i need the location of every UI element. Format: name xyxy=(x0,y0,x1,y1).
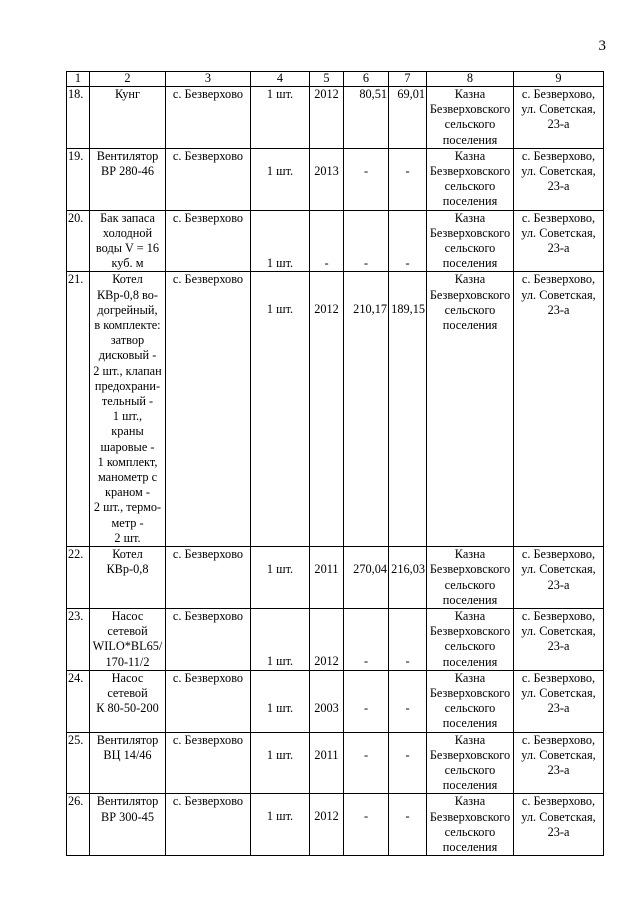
column-header-row xyxy=(67,72,604,87)
item-address: с. Безверхово, ул. Советская, 23-а xyxy=(514,794,604,856)
table-row xyxy=(67,547,604,609)
item-value-1: - xyxy=(344,148,389,210)
item-owner: Казна Безверховского сельского поселения xyxy=(427,608,514,670)
item-address: с. Безверхово, ул. Советская, 23-а xyxy=(514,547,604,609)
item-value-2: - xyxy=(389,670,427,732)
item-quantity: 1 шт. xyxy=(251,148,310,210)
item-value-1: - xyxy=(344,794,389,856)
item-value-2: - xyxy=(389,732,427,794)
item-quantity: 1 шт. xyxy=(251,272,310,547)
item-value-1: - xyxy=(344,210,389,272)
row-number: 24. xyxy=(67,670,90,732)
item-value-2: - xyxy=(389,148,427,210)
item-year: 2012 xyxy=(310,794,344,856)
item-address: с. Безверхово, ул. Советская, 23-а xyxy=(514,732,604,794)
item-value-1: 270,04 xyxy=(344,547,389,609)
column-header: 1 xyxy=(67,72,90,87)
table-row xyxy=(67,732,604,794)
item-location: с. Безверхово xyxy=(166,272,251,547)
item-location: с. Безверхово xyxy=(166,794,251,856)
item-address: с. Безверхово, ул. Советская, 23-а xyxy=(514,87,604,149)
item-quantity: 1 шт. xyxy=(251,608,310,670)
item-location: с. Безверхово xyxy=(166,732,251,794)
item-name: Котел КВр-0,8 во- догрейный, в комплекте: затвор дисковый - 2 шт., клапан предохрани- тельный - 1 шт., краны шаровые - 1 комплект, манометр с краном - 2 шт., термо- метр - 2 шт. xyxy=(90,272,166,547)
item-value-2: - xyxy=(389,210,427,272)
item-name: Насос сетевой К 80-50-200 xyxy=(90,670,166,732)
table-row xyxy=(67,87,604,149)
item-name: Вентилятор ВЦ 14/46 xyxy=(90,732,166,794)
page-number: 3 xyxy=(598,38,606,54)
item-name: Вентилятор ВР 300-45 xyxy=(90,794,166,856)
row-number: 26. xyxy=(67,794,90,856)
table-row xyxy=(67,272,604,547)
item-quantity: 1 шт. xyxy=(251,87,310,149)
item-owner: Казна Безверховского сельского поселения xyxy=(427,794,514,856)
column-header: 6 xyxy=(344,72,389,87)
item-address: с. Безверхово, ул. Советская, 23-а xyxy=(514,272,604,547)
item-year: 2003 xyxy=(310,670,344,732)
item-value-2: 189,15 xyxy=(389,272,427,547)
column-header: 3 xyxy=(166,72,251,87)
column-header: 9 xyxy=(514,72,604,87)
item-value-2: 216,03 xyxy=(389,547,427,609)
item-year: - xyxy=(310,210,344,272)
item-year: 2013 xyxy=(310,148,344,210)
item-name: Бак запаса холодной воды V = 16 куб. м xyxy=(90,210,166,272)
item-name: Котел КВр-0,8 xyxy=(90,547,166,609)
item-year: 2012 xyxy=(310,87,344,149)
item-quantity: 1 шт. xyxy=(251,547,310,609)
row-number: 18. xyxy=(67,87,90,149)
item-quantity: 1 шт. xyxy=(251,732,310,794)
item-value-1: 210,17 xyxy=(344,272,389,547)
item-location: с. Безверхово xyxy=(166,210,251,272)
item-year: 2012 xyxy=(310,272,344,547)
row-number: 25. xyxy=(67,732,90,794)
item-quantity: 1 шт. xyxy=(251,794,310,856)
item-owner: Казна Безверховского сельского поселения xyxy=(427,547,514,609)
column-header: 7 xyxy=(389,72,427,87)
item-value-2: 69,01 xyxy=(389,87,427,149)
row-number: 23. xyxy=(67,608,90,670)
item-value-2: - xyxy=(389,608,427,670)
column-header: 5 xyxy=(310,72,344,87)
item-location: с. Безверхово xyxy=(166,148,251,210)
item-address: с. Безверхово, ул. Советская, 23-а xyxy=(514,670,604,732)
item-value-2: - xyxy=(389,794,427,856)
item-location: с. Безверхово xyxy=(166,608,251,670)
item-name: Насос сетевой WILO*BL65/ 170-11/2 xyxy=(90,608,166,670)
table-row xyxy=(67,670,604,732)
item-value-1: 80,51 xyxy=(344,87,389,149)
column-header: 4 xyxy=(251,72,310,87)
item-owner: Казна Безверховского сельского поселения xyxy=(427,148,514,210)
item-owner: Казна Безверховского сельского поселения xyxy=(427,210,514,272)
item-owner: Казна Безверховского сельского поселения xyxy=(427,272,514,547)
item-value-1: - xyxy=(344,608,389,670)
item-year: 2011 xyxy=(310,547,344,609)
table-row xyxy=(67,794,604,856)
item-year: 2012 xyxy=(310,608,344,670)
item-name: Вентилятор ВР 280-46 xyxy=(90,148,166,210)
item-quantity: 1 шт. xyxy=(251,210,310,272)
item-value-1: - xyxy=(344,670,389,732)
item-address: с. Безверхово, ул. Советская, 23-а xyxy=(514,210,604,272)
item-location: с. Безверхово xyxy=(166,547,251,609)
item-owner: Казна Безверховского сельского поселения xyxy=(427,732,514,794)
row-number: 19. xyxy=(67,148,90,210)
item-year: 2011 xyxy=(310,732,344,794)
item-quantity: 1 шт. xyxy=(251,670,310,732)
column-header: 2 xyxy=(90,72,166,87)
item-owner: Казна Безверховского сельского поселения xyxy=(427,670,514,732)
item-location: с. Безверхово xyxy=(166,670,251,732)
property-table xyxy=(66,71,604,856)
table-row xyxy=(67,148,604,210)
item-address: с. Безверхово, ул. Советская, 23-а xyxy=(514,148,604,210)
row-number: 20. xyxy=(67,210,90,272)
item-value-1: - xyxy=(344,732,389,794)
item-address: с. Безверхово, ул. Советская, 23-а xyxy=(514,608,604,670)
item-location: с. Безверхово xyxy=(166,87,251,149)
table-row xyxy=(67,608,604,670)
column-header: 8 xyxy=(427,72,514,87)
item-name: Кунг xyxy=(90,87,166,149)
table-row xyxy=(67,210,604,272)
row-number: 21. xyxy=(67,272,90,547)
item-owner: Казна Безверховского сельского поселения xyxy=(427,87,514,149)
row-number: 22. xyxy=(67,547,90,609)
